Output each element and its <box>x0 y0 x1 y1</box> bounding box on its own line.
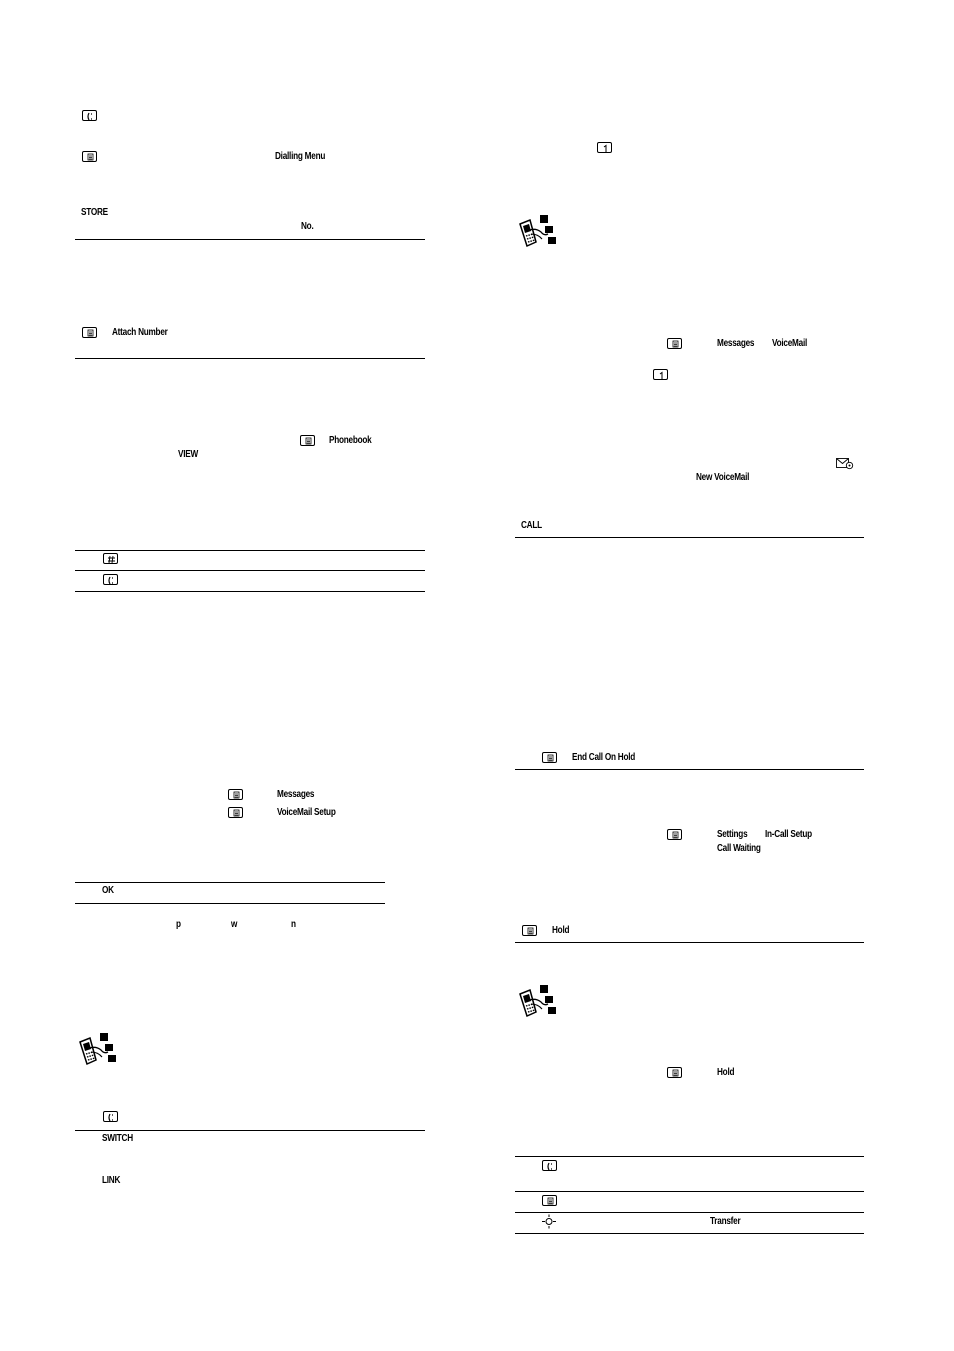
network-feature-phone-icon <box>514 212 560 256</box>
table-divider <box>75 1130 425 1131</box>
table-divider <box>515 1212 864 1213</box>
nav-key-icon <box>541 1214 557 1229</box>
send-key-icon <box>542 1160 557 1171</box>
attach-number-label: Attach Number <box>112 327 168 338</box>
table-divider <box>515 1233 864 1234</box>
menu-key-icon <box>82 327 97 338</box>
pound-key-icon <box>103 553 118 564</box>
transfer-label: Transfer <box>710 1216 741 1227</box>
messages-label: Messages <box>277 789 315 800</box>
table-divider <box>515 1156 864 1157</box>
menu-key-icon <box>522 925 537 936</box>
send-key-icon <box>82 110 97 121</box>
table-divider <box>75 882 385 883</box>
voicemail-envelope-icon <box>836 458 854 470</box>
table-divider <box>75 239 425 240</box>
menu-key-icon <box>667 338 682 349</box>
ok-label: OK <box>102 885 114 896</box>
no-label: No. <box>301 221 314 232</box>
call-waiting-label: Call Waiting <box>717 843 761 854</box>
new-voicemail-label: New VoiceMail <box>696 472 750 483</box>
network-feature-phone-icon <box>514 982 560 1026</box>
menu-key-icon <box>300 435 315 446</box>
one-key-icon <box>597 142 612 153</box>
voicemail-label: VoiceMail <box>772 338 808 349</box>
switch-label: SWITCH <box>102 1133 133 1144</box>
one-key-icon <box>653 369 668 380</box>
menu-key-icon <box>542 752 557 763</box>
dialling-menu-label: Dialling Menu <box>275 151 326 162</box>
view-label: VIEW <box>178 449 198 460</box>
table-divider <box>75 591 425 592</box>
phonebook-label: Phonebook <box>329 435 372 446</box>
wait-char-label: w <box>231 919 238 930</box>
table-divider <box>515 1191 864 1192</box>
menu-key-icon <box>667 829 682 840</box>
menu-key-icon <box>82 151 97 162</box>
table-divider <box>515 537 864 538</box>
send-key-icon <box>103 574 118 585</box>
table-divider <box>75 550 425 551</box>
table-divider <box>515 942 864 943</box>
send-key-icon <box>103 1111 118 1122</box>
number-char-label: n <box>291 919 296 930</box>
end-call-on-hold-label: End Call On Hold <box>572 752 636 763</box>
messages-label: Messages <box>717 338 755 349</box>
network-feature-phone-icon <box>74 1030 120 1074</box>
menu-key-icon <box>228 807 243 818</box>
settings-label: Settings <box>717 829 748 840</box>
store-label: STORE <box>81 207 108 218</box>
table-divider <box>75 358 425 359</box>
menu-key-icon <box>228 789 243 800</box>
hold-label: Hold <box>552 925 570 936</box>
hold-label: Hold <box>717 1067 735 1078</box>
menu-key-icon <box>542 1195 557 1206</box>
link-label: LINK <box>102 1175 121 1186</box>
call-label: CALL <box>521 520 542 531</box>
in-call-setup-label: In-Call Setup <box>765 829 812 840</box>
pause-char-label: p <box>176 919 181 930</box>
table-divider <box>75 570 425 571</box>
table-divider <box>75 903 385 904</box>
voicemail-setup-label: VoiceMail Setup <box>277 807 336 818</box>
table-divider <box>515 769 864 770</box>
menu-key-icon <box>667 1067 682 1078</box>
